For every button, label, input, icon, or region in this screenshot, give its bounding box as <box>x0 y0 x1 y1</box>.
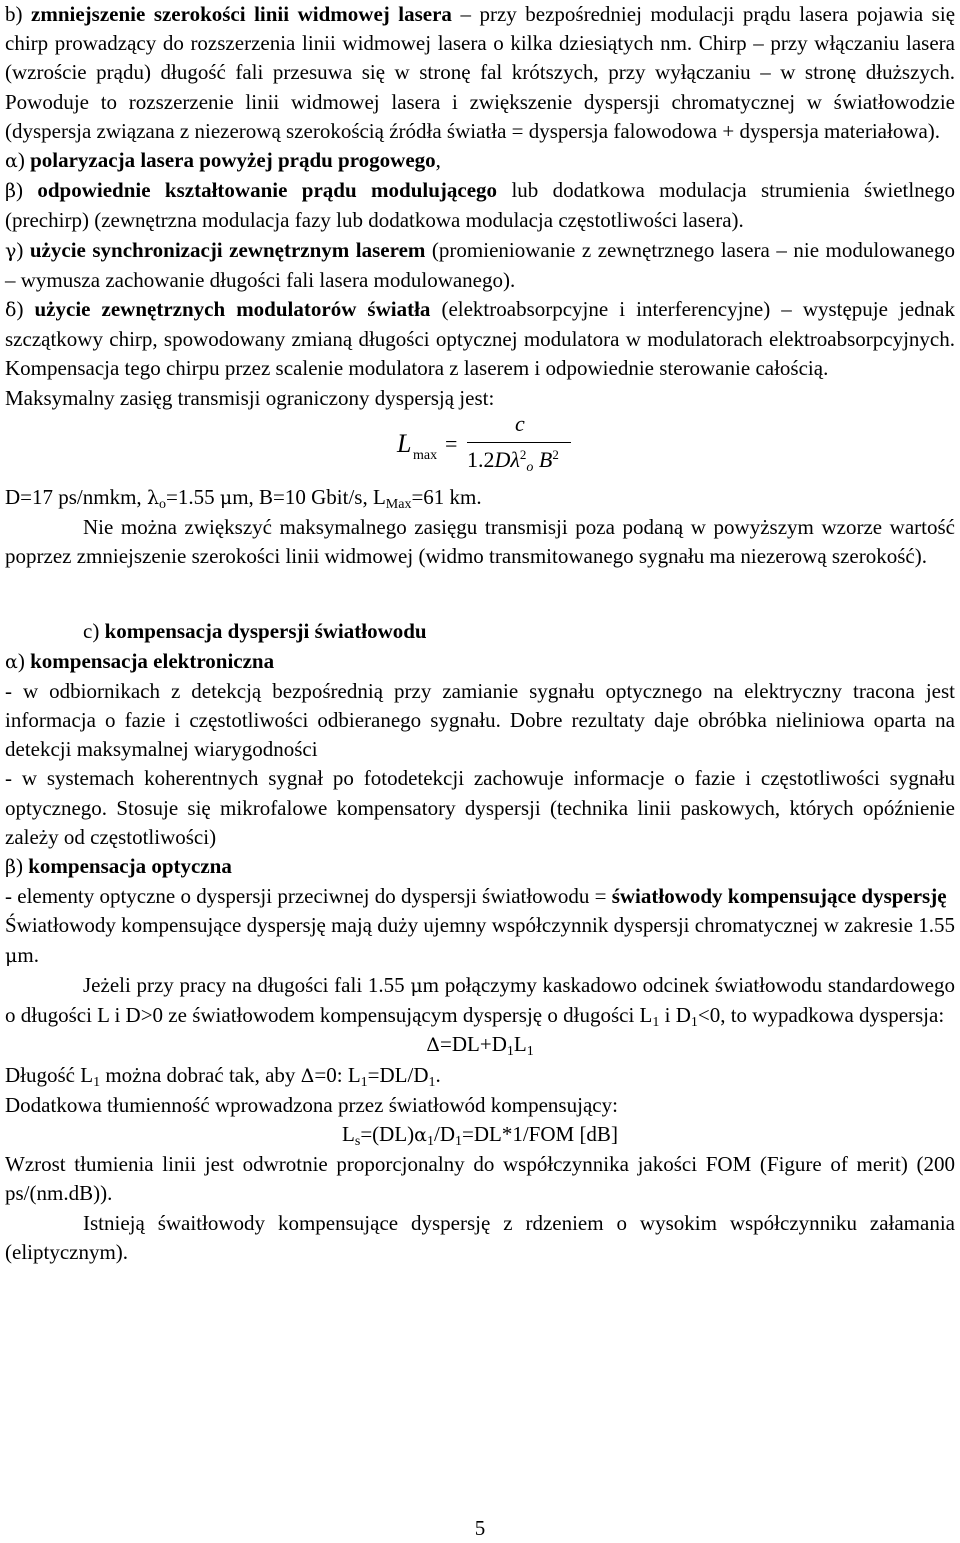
lambda-subscript: o <box>158 496 166 512</box>
paragraph-b <box>5 0 955 146</box>
lambda-symbol: λ <box>146 486 159 509</box>
lmax-subscript: Max <box>385 496 412 512</box>
growth-paragraph: Wzrost tłumienia linii jest odwrotnie proporcjonalny do współczynnika jakości FOM (Figure of merit) (200 ps/(nm.dB)). <box>5 1152 955 1206</box>
eq3-b: =(DL) <box>360 1121 415 1146</box>
cascade-a: Jeżeli przy pracy na długości fali 1.55 <box>83 972 411 997</box>
c-beta-point-3 <box>5 971 955 1030</box>
gamma-text: (promieniowanie z zewnętrznego lasera – nie modulowanego – wymusza zachowanie długości fali lasera modulowanego). <box>5 237 956 292</box>
eq3-a: L <box>342 1121 355 1146</box>
attenuation-intro: Dodatkowa tłumienność wprowadzona przez światłowód kompensujący: <box>5 1092 618 1117</box>
alpha-symbol: α <box>414 1123 427 1146</box>
alpha-title: polaryzacja lasera powyżej prądu progowego <box>30 148 436 173</box>
c-beta-symbol: β <box>5 856 16 879</box>
c-alpha-symbol: α <box>5 650 18 673</box>
delta-symbol: Δ <box>426 1034 441 1057</box>
cascade-c: i D <box>659 1003 691 1028</box>
document-page <box>5 0 955 1267</box>
params-p4: =61 km. <box>411 484 482 509</box>
den-lambda-sub: o <box>526 459 534 475</box>
c-beta-heading: β) kompensacja optyczna <box>5 854 232 879</box>
mu-symbol: μ <box>219 486 233 509</box>
item-title: zmniejszenie szerokości linii widmowej lasera <box>31 2 452 26</box>
delta-symbol: δ <box>5 299 17 322</box>
den-B: B <box>538 446 553 472</box>
den-B-sup: 2 <box>552 446 559 462</box>
max-range-intro: Maksymalny zasięg transmisji ograniczony dyspersją jest: <box>5 385 495 410</box>
cascade-d: <0, to wypadkowa dyspersja: <box>697 1003 945 1028</box>
paragraph-gamma: γ) użycie synchronizacji zewnętrznym laserem (promieniowanie z zewnętrznego lasera – nie modulowanego – wymusza zachowanie długości fali lasera modulowanego). <box>5 237 956 292</box>
paragraph-beta: β) odpowiednie kształtowanie prądu modulującego lub dodatkowa modulacja strumienia świetlnego (prechirp) (zewnętrzna modulacja fazy lub dodatkowa modulacja częstotliwości lasera). <box>5 178 956 233</box>
delta-text: (elektroabsorpcyjne i interferencyjne) – występuje jednak szczątkowy chirp, spowodowany zmianą długości optycznej modulatora w modulatorach elektroabsorpcyjnych. Kompensacja tego chirpu przez scalenie modulatora z laserem i odpowiednie sterowanie całością. <box>5 297 955 381</box>
equation-length <box>5 1061 955 1091</box>
eq1-sub1: 1 <box>506 1044 514 1060</box>
item-label: b) <box>5 2 23 26</box>
mu-symbol: μ <box>5 944 18 967</box>
eq2-e: . <box>435 1062 441 1087</box>
eq3-sub2: 1 <box>455 1133 462 1149</box>
den-lambda-sup: 2 <box>519 446 527 462</box>
gamma-symbol: γ <box>5 239 17 262</box>
c-alpha-point-2: - w systemach koherentnych sygnał po fotodetekcji zachowuje informacje o fazie i częstotliwości sygnału optycznego. Stosuje się mikrofalowe kompensatory dyspersji (technika linii paskowych, których opóźnienie zależy od częstotliwości) <box>5 766 955 849</box>
cascade-sub2: 1 <box>690 1015 698 1031</box>
beta-title: odpowiednie kształtowanie prądu modulującego <box>37 178 498 203</box>
alpha-symbol: α <box>5 150 18 173</box>
formula-denominator <box>467 445 559 474</box>
den-D: D <box>494 446 511 472</box>
cascade-sub1: 1 <box>652 1015 660 1031</box>
params-p3: m, B=10 Gbit/s, L <box>232 484 386 509</box>
eq2-b: można dobrać tak, aby <box>100 1062 301 1087</box>
eq2-sub3: 1 <box>428 1074 436 1090</box>
c-alpha-point-1: - w odbiornikach z detekcją bezpośrednią przy zamianie sygnału optycznego na elektryczny tracona jest informacja o fazie i częstotliwości odbieranego sygnału. Dobre rezultaty daje obróbka nieliniowa oparta na detekcji maksymalnej wiarygodności <box>5 678 955 762</box>
den-number: 1.2 <box>467 446 495 472</box>
c-beta-point-2-post: m. <box>17 942 39 967</box>
section-c-title: kompensacja dyspersji światłowodu <box>104 619 427 644</box>
eq3-sub1: 1 <box>427 1133 434 1149</box>
spacer <box>5 571 955 617</box>
eq1-a: =DL+D <box>440 1032 507 1057</box>
c-beta-title: kompensacja optyczna <box>28 854 232 879</box>
eq1-b: L <box>513 1032 527 1057</box>
params-p1: D=17 ps/nmkm, <box>5 484 147 509</box>
item-text: – przy bezpośredniej modulacji prądu lasera pojawia się chirp prowadzący do rozszerzenia linii widmowej lasera o kilka dziesiątych nm. Chirp – przy włączaniu lasera (wzroście prądu) długość fali przesuwa się w stronę fal krótszych, przy wyłączaniu – w stronę dłuższych. Powoduje to rozszerzenie linii widmowej lasera i zwiększenie dyspersji chromatycznej w światłowodzie (dyspersja związana z niezerową szerokością źródła światła = dyspersja falowodowa + dyspersja materiałowa). <box>5 2 956 143</box>
section-c-label: c) <box>83 619 100 644</box>
formula-L: L <box>397 428 412 458</box>
eq2-sub2: 1 <box>360 1074 368 1090</box>
beta-text: lub dodatkowa modulacja strumienia świetlnego (prechirp) (zewnętrzna modulacja fazy lub dodatkowa modulacja częstotliwości lasera). <box>5 178 956 233</box>
equation-total-dispersion <box>5 1030 955 1060</box>
formula-numerator: c <box>515 410 525 436</box>
cascade-b: m połączymy kaskadowo odcinek światłowodu standardowego o długości L i D>0 ze światłowodem kompensującym dyspersję o długości L <box>5 972 955 1028</box>
c-beta-point-2-pre: Światłowody kompensujące dyspersję mają duży ujemny współczynnik dyspersji chromatycznej w zakresie 1.55 <box>5 913 955 938</box>
c-beta-point-1 <box>5 882 955 911</box>
eq2-sub1: 1 <box>93 1074 101 1090</box>
eq3-sub-s: s <box>354 1133 361 1149</box>
c-beta-point-1-text: - elementy optyczne o dyspersji przeciwnej do dyspersji światłowodu = <box>5 884 607 909</box>
exists-paragraph: Istnieją śwaitłowody kompensujące dyspersję z rdzeniem o wysokim współczynniku załamania (eliptycznym). <box>5 1210 955 1264</box>
params-p2: =1.55 <box>165 484 220 509</box>
c-beta-point-2 <box>5 911 955 970</box>
formula-fraction-bar <box>467 442 571 444</box>
c-alpha-title: kompensacja elektroniczna <box>30 648 275 673</box>
formula-equals: = <box>445 430 458 456</box>
c-beta-point-1-bold: światłowody kompensujące dyspersję <box>611 884 947 909</box>
eq1-sub2: 1 <box>526 1044 534 1060</box>
paragraph-delta: δ) użycie zewnętrznych modulatorów światła (elektroabsorpcyjne i interferencyjne) – występuje jednak szczątkowy chirp, spowodowany zmianą długości optycznej modulatora w modulatorach elektroabsorpcyjnych. Kompensacja tego chirpu przez scalenie modulatora z laserem i odpowiednie sterowanie całością. <box>5 297 955 381</box>
max-range-formula <box>5 410 955 481</box>
gamma-title: użycie synchronizacji zewnętrznym laserem <box>29 237 426 262</box>
section-c-heading <box>5 617 955 646</box>
eq3-d: =DL*1/FOM [dB] <box>462 1121 618 1146</box>
den-lambda: λ <box>510 446 520 472</box>
page-number: 5 <box>474 1516 486 1540</box>
delta-title: użycie zewnętrznych modulatorów światła <box>34 297 431 322</box>
paragraph-alpha: α) polaryzacja lasera powyżej prądu progowego, <box>5 148 441 173</box>
beta-symbol: β <box>5 180 16 203</box>
eq2-d: =DL/D <box>367 1062 429 1087</box>
eq2-a: Długość L <box>5 1062 94 1087</box>
delta-symbol: Δ <box>300 1064 315 1087</box>
cannot-increase-paragraph: Nie można zwiększyć maksymalnego zasięgu transmisji poza podaną w powyższym wzorze wartość poprzez zmniejszenie szerokości linii widmowej (widmo transmitowanego sygnału ma niezerową szerokość). <box>5 515 955 569</box>
mu-symbol: μ <box>410 974 423 997</box>
formula-max-subscript: max <box>413 447 438 463</box>
eq2-c: =0: L <box>314 1062 361 1087</box>
eq3-c: /D <box>434 1121 455 1146</box>
equation-attenuation <box>5 1120 955 1150</box>
alpha-rest: , <box>435 148 441 173</box>
parameters-line <box>5 483 955 513</box>
c-alpha-heading: α) kompensacja elektroniczna <box>5 648 275 673</box>
